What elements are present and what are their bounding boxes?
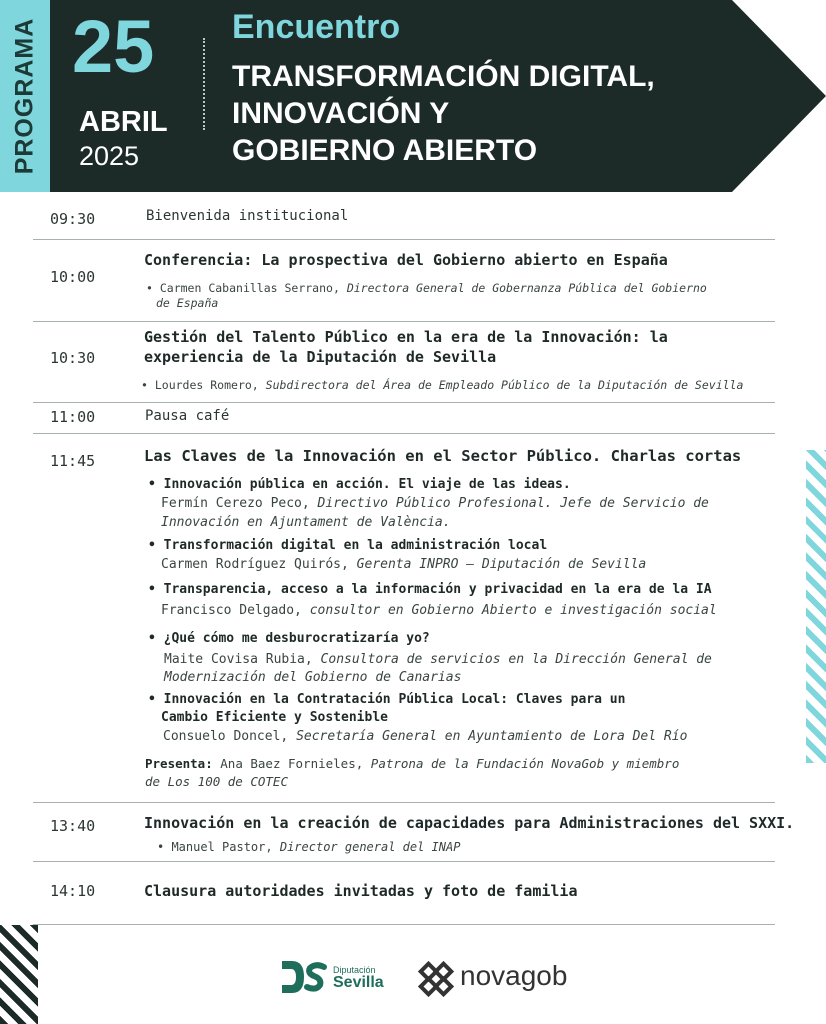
time-1100: 11:00 [50,408,96,426]
speaker-role: Modernización del Gobierno de Canarias [164,670,462,685]
item-title: Conferencia: La prospectiva del Gobierno abierto en España [144,251,668,269]
talk-title: • Transparencia, acceso a la información y privacidad en la era de la IA [148,582,712,597]
novagob-mark-icon [418,961,454,997]
speaker-role: Consultora de servicios en la Dirección General de [320,652,712,667]
speaker-line [156,295,218,311]
date-year: 2025 [79,141,140,171]
item-title: experiencia de la Diputación de Sevilla [144,348,497,366]
divider [33,861,775,862]
item-title: Innovación en la creación de capacidades para Administraciones del SXXI. [144,814,795,832]
presenter-label: Presenta: [145,756,213,771]
divider [33,321,775,322]
item-title: Clausura autoridades invitadas y foto de familia [144,882,578,900]
event-title-line: TRANSFORMACIÓN DIGITAL, [232,60,655,93]
speaker-role: Subdirectora del Área de Empleado Público de la Diputación de Sevilla [265,378,744,392]
speaker-role: Innovación en Ajuntament de València. [161,515,451,530]
event-label: Encuentro [232,8,401,46]
speaker-line: • Carmen Cabanillas Serrano, Directora General de Gobernanza Pública del Gobierno [146,281,707,295]
time-0930: 09:30 [50,210,96,228]
presenter-line [145,773,288,791]
presenter-name: Ana Baez Fornieles, [220,756,364,771]
time-1340: 13:40 [50,817,96,835]
speaker-name: Lourdes Romero, [154,378,259,392]
talk-title: • Innovación en la Contratación Pública Local: Claves para un [148,692,626,707]
presenter-role: de Los 100 de COTEC [145,774,288,789]
divider [33,433,775,434]
item-title: Las Claves de la Innovación en el Sector Público. Charlas cortas [144,447,742,465]
talk-speaker [161,601,717,620]
diputacion-mark-icon [280,957,330,997]
talk-title-text: Innovación en la Contratación Pública Local: Claves para un [163,692,626,707]
item-title: Gestión del Talento Público en la era de la Innovación: la [144,328,668,346]
speaker-line: • Manuel Pastor, Director general del INAP [157,840,461,854]
presenter-line [145,755,679,773]
talk-title-text: Cambio Eficiente y Sostenible [161,710,388,725]
speaker-name: Consuelo Doncel, [163,729,289,744]
divider [33,239,775,240]
speaker-name: Manuel Pastor, [171,840,273,854]
divider [33,924,775,925]
speaker-name: Maite Covisa Rubia, [164,652,313,667]
programa-label: PROGRAMA [10,17,39,175]
header-divider [203,38,205,130]
diputacion-sevilla-logo [280,955,390,999]
speaker-role: Secretaría General en Ayuntamiento de Lora Del Río [296,729,688,744]
talk-title: • Innovación pública en acción. El viaje de las ideas. [148,477,571,492]
time-1145: 11:45 [50,452,96,470]
talk-title-text: Innovación pública en acción. El viaje de las ideas. [163,477,571,492]
talk-title [161,709,388,726]
event-title-line: GOBIERNO ABIERTO [232,134,538,167]
speaker-role: de España [156,296,219,310]
presenter-role: Patrona de la Fundación NovaGob y miembro [370,756,680,771]
speaker-name: Francisco Delgado, [161,603,302,618]
novagob-label: novagob [460,960,568,991]
talk-speaker [161,513,451,532]
speaker-role: Director general del INAP [279,840,461,854]
talk-title-text: ¿Qué cómo me desburocratizaría yo? [163,631,430,646]
talk-title-text: Transformación digital en la administración local [163,538,548,553]
programa-tab [0,0,50,192]
talk-speaker [161,555,646,574]
date-day: 25 [72,5,155,88]
stripe-decoration-right [806,450,826,763]
divider [33,402,775,403]
speaker-role: Directora General de Gobernanza Pública del Gobierno [346,281,707,295]
talk-title-text: Transparencia, acceso a la información y privacidad en la era de la IA [163,582,712,597]
speaker-name: Carmen Rodríguez Quirós, [161,557,349,572]
talk-title: • Transformación digital en la administración local [148,538,548,553]
novagob-logo [418,958,578,998]
event-title-line: INNOVACIÓN Y [232,97,450,130]
sevilla-label: Sevilla [333,974,384,991]
item-title: Pausa café [145,408,230,424]
diputacion-label: Diputación [333,965,376,975]
talk-speaker [164,650,712,669]
talk-speaker [161,494,709,513]
speaker-name: Carmen Cabanillas Serrano, [159,281,340,295]
date-month: ABRIL [79,106,168,138]
stripe-decoration-left [0,925,38,1024]
speaker-name: Fermín Cerezo Peco, [161,496,310,511]
talk-speaker [163,727,687,746]
divider [33,802,775,803]
speaker-role: Gerenta INPRO – Diputación de Sevilla [356,557,647,572]
speaker-role: consultor en Gobierno Abierto e investigación social [309,603,717,618]
event-title [232,58,655,169]
speaker-role: Directivo Público Profesional. Jefe de Servicio de [317,496,709,511]
time-1410: 14:10 [50,882,96,900]
talk-speaker [164,668,461,687]
time-1000: 10:00 [50,268,96,286]
speaker-line: • Lourdes Romero, Subdirectora del Área de Empleado Público de la Diputación de Sevilla [141,378,744,392]
talk-title: • ¿Qué cómo me desburocratizaría yo? [148,631,430,646]
item-title: Bienvenida institucional [146,208,349,224]
time-1030: 10:30 [50,349,96,367]
